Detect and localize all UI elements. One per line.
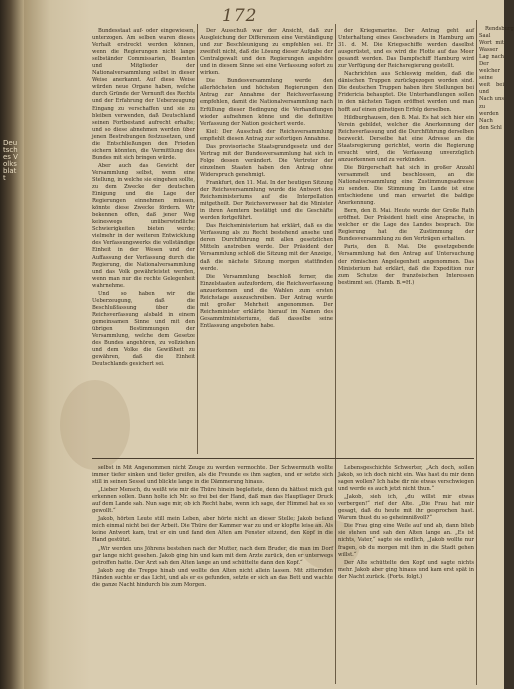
text-column-1 bbox=[92, 28, 195, 458]
paragraph: Und so haben wir die Ueberzeugung, daß die Beschlußfassung über die Reichsverfassung alsbald in einem gemeinsamen Sinne und mit den übrigen Bestimmungen der Versammlung, welche dem Gesetze des Bundes angehören, zu vollziehen und dem Volke die Gewißheit zu gewähren, daß die Einheit Deutschlands gesichert sei. bbox=[92, 290, 195, 368]
paragraph: „Jakob, sieh ich, „du willst mir etwas verbergen!“ rief der Alte. „Die Frau hat mir gesagt, daß du heute mit ihr gesprochen hast. Warum thust du so geheimnißvoll?“ bbox=[338, 494, 474, 522]
paragraph: Jakob zog die Treppe hinab und wollte den Alten nicht allein lassen. Mit zitternden Händen suchte er das Licht, und als er es gefunden, setzte er sich an das Bett und wachte die ganze Nacht hindurch bis zum Morgen. bbox=[92, 567, 333, 588]
text-column-3 bbox=[338, 28, 474, 458]
paragraph: Der Alte schüttelte den Kopf und sagte nichts mehr. Jakob aber ging hinaus und kam erst spät in der Nacht zurück. (Forts. folgt.) bbox=[338, 559, 474, 580]
paragraph: Nachrichten aus Schleswig melden, daß die dänischen Truppen zurückgezogen worden sind. Die deutschen Truppen haben ihre Stellungen bei Fridericia behauptet. Die Unterhandlungen sollen in den nächsten Tagen eröffnet werden und man hofft auf einen günstigen Erfolg derselben. bbox=[338, 71, 474, 113]
paragraph: selbst in Mit Angenommen nicht Zeuge zu werden vermochte. Der Schwermuth wollte immer tiefer sinken und tiefer greifen, als die Freunde es ihm sagten, und er setzte sich still in seinen Sessel und blickte lange in die Dämmerung hinaus. bbox=[92, 465, 333, 486]
page-number: 172 bbox=[222, 6, 258, 26]
paragraph: „Lieber Mensch, du weißt wie mir die Thüre hinein begleitete, denn du hättest mich gut erkennen sollen. Dann holte ich Mr. so frei bei der Hand, daß man das Hauptlager Druck auf dem Lande sah. Nun sage mir, ob ich Recht habe, wenn ich sage, der Himmel hat es so gewollt.“ bbox=[92, 487, 333, 515]
feuilleton-column-2 bbox=[338, 465, 474, 685]
paragraph: Das Reichsministerium hat erklärt, daß es die Verfassung als zu Recht bestehend ansehe und deren Durchführung mit allen gesetzlichen Mitteln anstreben werde. Der Präsident der Versammlung schloß die Sitzung mit der Anzeige, daß die nächste Sitzung morgen stattfinden werde. bbox=[200, 223, 333, 272]
paragraph: Das provisorische Staatsgrundgesetz und der Vertrag mit der Bundesversammlung hat sich in Folge dessen verändert. Die Vertreter der einzelnen Staaten haben den Antrag ohne Widerspruch genehmigt. bbox=[200, 143, 333, 178]
paragraph: Rendsburg Saal Wort mit Wasser Lag nach Der welcher seine weit bei und Nach uns zu werden Nach den Schl bbox=[479, 26, 514, 131]
book-binding bbox=[0, 0, 24, 689]
paragraph: Paris, den 8. Mai. Die gesetzgebende Versammlung hat den Antrag auf Untersuchung der römischen Angelegenheit angenommen. Das Ministerium hat erklärt, daß die Expedition nur zum Schutze der französischen Interessen bestimmt sei. (Hamb. B.=H.) bbox=[338, 244, 474, 286]
paragraph: Frankfurt, den 11. Mai. In der heutigen Sitzung der Reichsversammlung wurde die Antwort des Reichsministeriums auf die Interpellation mitgetheilt. Der Reichsverweser hat die Minister in ihren Aemtern bestätigt und die Geschäfte werden fortgeführt. bbox=[200, 179, 333, 222]
feuilleton-divider bbox=[92, 458, 474, 459]
column-divider bbox=[197, 24, 198, 454]
paragraph: Der Ausschuß war der Ansicht, daß zur Ausgleichung der Differenzen eine Verständigung und zur Beschleunigung zu empfehlen sei. Er zweifelt nicht, daß die Lösung dieser Aufgabe der Centralgewalt und den Regierungen angehöre und in diesem Sinne sei eine Verfassung sofort zu wirken. bbox=[200, 28, 333, 77]
paragraph: Lebensgeschichte Schwerter, „Ach doch, sollen Jakob, so ich doch nicht ein. Was hast du mir denn sagen wollen? Ich habe dir nie etwas verschwiegen und werde es auch jetzt nicht thun.“ bbox=[338, 465, 474, 493]
paragraph: „Wir werden uns Jöhrens bestehen nach der Mutter, nach dem Bruder, die man im Dorf gar lange nicht gesehen. Jakob ging hin und kam mit dem Arzte zurück, den er unterwegs getroffen hatte. Der Arzt sah den Alten lange an und schüttelte dann den Kopf.“ bbox=[92, 545, 333, 566]
paragraph: Bundesstaat auf- oder eingewiesen, unterzogen. Am selben waren dieses Verhalt erstreckt werden können, wenn die Regierungen nicht lange selbständer Commissarien, Beamten und Mitglieder der Nationalversammlung selbst in dieser Weise anerkannt. Auf diese Weise würden neue Organe haben, welche durch Gründe der Vernunft des Rechts und der Erfahrung der Ueberzeugung Eingang zu verschaffen und sie zu bleiben verwenden, daß Deutschland seinen Fortbestand aufrecht erhalte; und so diese abnehmen werden über jenen Bestrebungen festzusetzen, und die Entschließungen den Frieden sichern könnten, die Vermittlung des Bundes mit sich bringen würde. bbox=[92, 28, 195, 161]
paragraph: Bern, den 8. Mai. Heute wurde der Große Rath eröffnet. Der Präsident hielt eine Ansprache, in welcher er die Lage des Landes besprach. Die Regierung hat die Zustimmung der Bundesversammlung zu den Verträgen erhalten. bbox=[338, 208, 474, 243]
paragraph: Die Bundesversammlung werde den allerhöchsten und höchsten Regierungen den Antrag zur Annahme der Reichsverfassung empfehlen, damit die Nationalversammlung nach Erfüllung dieser Bedingung die Verhandlungen wieder aufnehmen könne und die definitive Verfassung der Nation gesichert werde. bbox=[200, 78, 333, 127]
column-divider bbox=[476, 20, 477, 685]
left-margin bbox=[24, 0, 90, 689]
paragraph: Die Versammlung beschloß ferner, die Einzelstaaten aufzufordern, die Reichsverfassung anzuerkennen und die Wahlen zum ersten Reichstage auszuschreiben. Der Antrag wurde mit großer Mehrheit angenommen. Der Reichsminister erklärte hierauf im Namen des Gesammtministeriums, daß dasselbe seine Entlassung angeboten habe. bbox=[200, 273, 333, 329]
text-column-2 bbox=[200, 28, 333, 458]
paragraph: Hildburghausen, den 8. Mai. Es hat sich hier ein Verein gebildet, welcher die Anerkennung der Reichsverfassung und die Durchführung derselben bezweckt. Derselbe hat eine Adresse an die Staatsregierung gerichtet, worin die Regierung ersucht wird, die Verfassung unverzüglich anzuerkennen und zu verkünden. bbox=[338, 114, 474, 163]
paragraph: Aber auch das Gewicht der Versammlung selbst, wenn eine Stellung, in welche sie eingehen sollte, zu dem Zwecke der deutschen Einigung und die Lage der Regierungen einnehmen müssen, könnte diese Zwecke fördern. Wir bekennen offen, daß jener Weg keineswegs unüberwindliche Schwierigkeiten bieten werde; vielmehr in der weiteren Entwicklung des Verfassungswerks die vollständige Einheit in der Wesen und der Auffassung der Verfassung durch die Regierung, die Nationalversammlung und das Volk gewährleistet werden, wenn man nur die rechte Gelegenheit wahrnehme. bbox=[92, 162, 195, 289]
paragraph: Jakob, hörten Leute still mein Leben, aber hörte nicht an dieser Stelle; Jakob befand mich einmal nicht bei der Arbeit. Die Thüre der Kammer war zu und er klopfte leise an. Als keine Antwort kam, trat er ein und fand den Alten am Fenster sitzend, den Kopf in die Hand gestützt. bbox=[92, 516, 333, 544]
column-divider bbox=[335, 24, 336, 684]
paragraph: Die Frau ging eine Weile auf und ab, dann blieb sie stehen und sah den Alten lange an. „Es ist nichts, Vater,“ sagte sie endlich, „Jakob wollte nur fragen, ob du morgen mit ihm in die Stadt gehen willst.“ bbox=[338, 523, 474, 558]
spine-label: Deutsches Volksblatt bbox=[3, 139, 18, 182]
paragraph: Die Bürgerschaft hat sich in großer Anzahl versammelt und beschlossen, an die Nationalversammlung eine Zustimmungsadresse zu senden. Die Stimmung im Lande ist eine entschiedene und man erwartet die baldige Anerkennung. bbox=[338, 164, 474, 207]
feuilleton-column-1 bbox=[92, 465, 333, 685]
paragraph: Kiel: Der Ausschuß der Reichsversammlung empfiehlt diesen Antrag zur sofortigen Annahme. bbox=[200, 128, 333, 142]
paragraph: der Kriegsmarine. Der Antrag geht auf Unterhaltung eines Geschwaders in Hamburg am 31. d. M. Die Kriegsschiffe werden daselbst ausgerüstet, und es wird die Flotte auf das Meer gesandt werden. Das Dampfschiff Hamburg wird zur Verfügung der Reichsregierung gestellt. bbox=[338, 28, 474, 70]
next-page-edge-column bbox=[479, 26, 514, 686]
